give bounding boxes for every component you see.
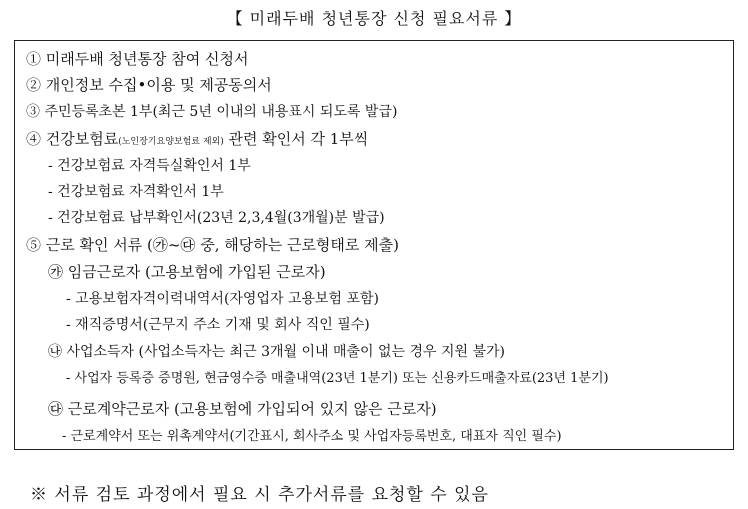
sub-item-contract-worker: ㉰ 근로계약근로자 (고용보험에 가입되어 있지 않은 근로자) — [48, 400, 437, 418]
sub-item-wage-worker: ㉮ 임금근로자 (고용보험에 가입된 근로자) — [48, 263, 326, 281]
sub-item-wage-worker-insurance-history: - 고용보험자격이력내역서(자영업자 고용보험 포함) — [66, 291, 380, 307]
page-title: 【 미래두배 청년통장 신청 필요서류 】 — [226, 9, 522, 28]
sub-item-business-registration: - 사업자 등록증 증명원, 현금영수증 매출내역(23년 1분기) 또는 신용카드매출자료(23년 1분기) — [66, 371, 609, 386]
list-item-employment-proof: ⑤ 근로 확인 서류 (㉮~㉰ 중, 해당하는 근로형태로 제출) — [26, 236, 400, 254]
health-insurance-exclusion-note: (노인장기요양보험료 제외) — [118, 137, 224, 147]
sub-item-payment-confirmation: - 건강보험료 납부확인서(23년 2,3,4월(3개월)분 발급) — [48, 210, 385, 226]
list-item-resident-register: ③ 주민등록초본 1부(최근 5년 이내의 내용표시 되도록 발급) — [26, 104, 398, 120]
sub-item-qualification-history: - 건강보험료 자격득실확인서 1부 — [48, 158, 251, 174]
health-insurance-rest: 관련 확인서 각 1부씩 — [223, 130, 369, 148]
footer-note: ※ 서류 검토 과정에서 필요 시 추가서류를 요청할 수 있음 — [30, 485, 489, 505]
health-insurance-label: ④ 건강보험료 — [26, 130, 119, 148]
list-item-health-insurance — [26, 130, 368, 151]
sub-item-wage-worker-employment-certificate: - 재직증명서(근무지 주소 기재 및 회사 직인 필수) — [66, 317, 370, 333]
list-item-privacy-consent: ② 개인정보 수집•이용 및 제공동의서 — [26, 76, 272, 94]
sub-item-qualification-confirmation: - 건강보험료 자격확인서 1부 — [48, 184, 224, 200]
list-item-application-form: ① 미래두배 청년통장 참여 신청서 — [26, 50, 249, 68]
sub-item-contract-documents: - 근로계약서 또는 위촉계약서(기간표시, 회사주소 및 사업자등록번호, 대표자 직인 필수) — [62, 429, 562, 444]
sub-item-business-income: ㉯ 사업소득자 (사업소득자는 최근 3개월 이내 매출이 없는 경우 지원 불가) — [48, 344, 506, 360]
